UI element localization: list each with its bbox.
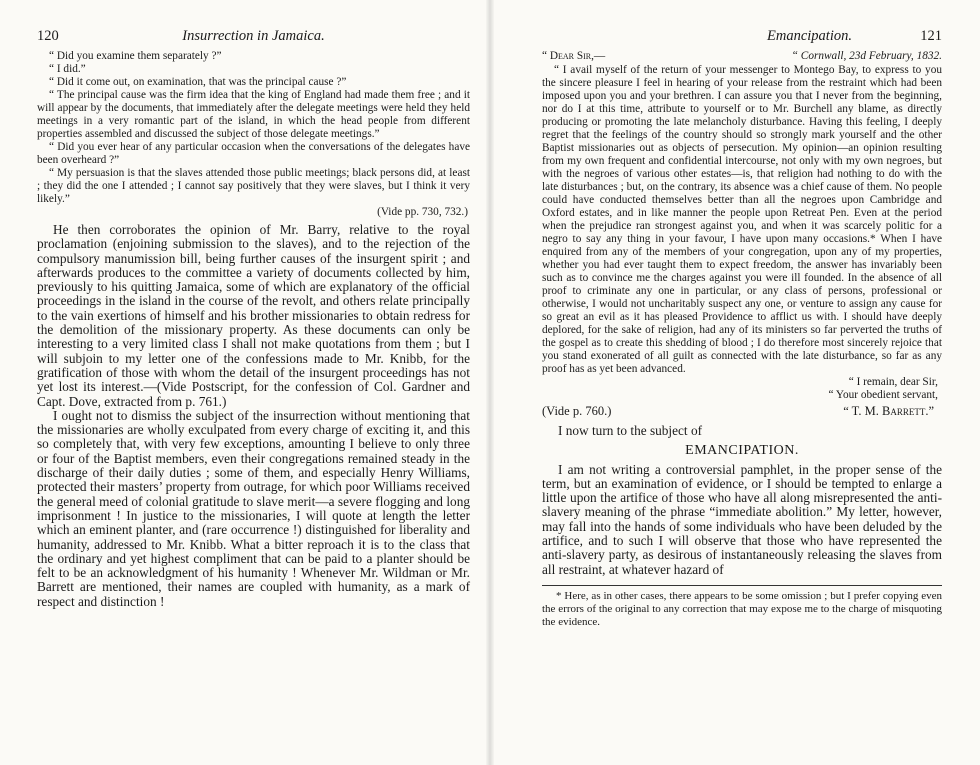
left-page-number: 120 (37, 28, 59, 44)
letter-body: “ I avail myself of the return of your messenger to Montego Bay, to express to you the sincere pleasure I feel in hearing of your release from the restraint which had been imposed upon you and your brethren. I can assure you that I never from the beginning, nor do I at this time, attribute to yourself or to Mr. Burchell any blame, as directly producing or promoting the late melancholy disturbance. Having this feeling, I deeply regret that the feelings of the country should so strongly mark yourself and the other Baptist missionaries out as objects of persecution. My opinion—an opinion resulting from my own frequent and confidential intercourse, not only with my own negroes, but with the negroes of various other estates—is, that religion had nothing to do with the late disturbances ; but, on the contrary, its absence was a chief cause of them. No people could have conducted themselves better than all the negroes upon Cambridge and Oxford estates, and in like manner the people upon Retreat Pen. Even at the period when the prejudice ran strongest against you, and when it was scarcely politic for a negro to say any thing in your favour, I have upon many occasions.* When I have enquired from any of the members of your congregation, upon any of my properties, whether you had ever taught them to expect freedom, the answer has invariably been such as to convince me the charges against you were ill founded. In the absence of all proof to criminate any one in particular, or any class of persons, professional or otherwise, I would not uncharitably suspect any one, or venture to assign any cause for so great an evil as it has pleased Providence to afflict us with. I should have deeply deplored, for the sake of religion, had any of its ministers so far perverted the truths of the gospel as to create this shedding of blood ; I do therefore most sincerely rejoice that you stand exonerated of all guilt as connected with the late disturbance, so far as any proof has as yet been advanced. (542, 64, 942, 375)
right-page-number: 121 (920, 28, 942, 44)
letter-salutation: “ Dear Sir,— (542, 50, 606, 62)
left-running-head (37, 28, 470, 50)
footnote-rule (542, 585, 942, 586)
right-body (542, 424, 942, 577)
letter-signoff (542, 404, 942, 420)
section-heading: EMANCIPATION. (685, 443, 799, 459)
testimony-block (37, 50, 470, 219)
testimony-line: “ Did it come out, on examination, that was the principal cause ?” (49, 76, 347, 88)
right-page (490, 0, 980, 765)
letter-dateline: “ Cornwall, 23d February, 1832. (791, 50, 942, 62)
letter-closing: “ Your obedient servant, (828, 389, 938, 401)
letter-signature: “ T. M. Barrett.” (843, 404, 934, 418)
footnote: * Here, as in other cases, there appears to be some omission ; but I prefer copying even the errors of the original to any correction that may expose me to the charge of misquoting the evidence. (542, 589, 942, 628)
transition-line: I now turn to the subject of (558, 423, 703, 438)
right-running-head (542, 28, 942, 50)
left-running-title: Insurrection in Jamaica. (182, 28, 325, 44)
barrett-letter (542, 50, 942, 402)
testimony-line: “ Did you examine them separately ?” (49, 50, 222, 62)
letter-header (542, 50, 942, 64)
testimony-reference: (Vide pp. 730, 732.) (377, 206, 468, 218)
testimony-line: “ I did.” (49, 63, 86, 75)
letter-reference: (Vide p. 760.) (542, 404, 612, 418)
testimony-line: “ My persuasion is that the slaves attended those public meetings; black persons did, at least ; they did the one I attended ; I cannot say positively that they were slaves, but I think it very likely.” (37, 167, 470, 205)
right-running-title: Emancipation. (767, 28, 852, 44)
paragraph-barry: He then corroborates the opinion of Mr. Barry, relative to the royal proclamation (enjoining submission to the slaves), and to the rejection of the compulsory manumission bill, being further causes of the insurgent spirit ; and afterwards produces to the committee a variety of documents collected by him, previously to his quitting Jamaica, some of which are explanatory of the official proceedings in the island in the course of the revolt, and others relate principally to the vain exertions of himself and his brother missionaries to obtain redress for the demolition of the missionary property. As these documents can only be interesting to a very limited class I shall not make quotations from them ; but I will subjoin to my letter one of the confessions made to Mr. Knibb, for the gratification of those with whom the detail of the insurgent proceedings has not yet lost its interest.—(Vide Postscript, for the confession of Col. Gardner and Capt. Dove, extracted from p. 761.) (37, 222, 470, 409)
left-body (37, 223, 470, 609)
paragraph-missionaries: I ought not to dismiss the subject of the insurrection without mentioning that the missionaries are wholly exculpated from every charge of exciting it, and this so completely that, with very few exceptions, amounting I believe to only three or four of the Baptist members, even their congregations remained steady in the discharge of their daily duties ; some of them, and especially Henry Williams, protected their masters’ property from outrage, for which poor Williams received the general meed of colonial gratitude to slave merit—a severe flogging and long imprisonment ! In justice to the missionaries, I will quote at length the letter which an eminent planter, and (rare occurrence !) distinguished for liberality and humanity, addressed to Mr. Knibb. What a bitter reproach it is to the class that the ordinary and yet highest compliment that can be paid to a planter should be felt to be an acknowledgment of his humanity ! Whenever Mr. Wildman or Mr. Barrett are mentioned, their names are coupled with humanity, as a mark of respect and distinction ! (37, 407, 470, 609)
letter-closing: “ I remain, dear Sir, (848, 376, 938, 388)
paragraph-emancipation: I am not writing a controversial pamphlet, in the proper sense of the term, but an examination of evidence, or I should be tempted to enlarge a little upon the artifice of those who have all along misrepresented the anti-slavery meaning of the phrase “immediate abolition.” My letter, however, may fall into the hands of some individuals who have been deluded by the artifice, and to such I will observe that those who have represented the anti-slavery party, as desirous of instantaneously releasing the slaves from all restraint, at whatever hazard of (542, 461, 942, 577)
testimony-line: “ The principal cause was the firm idea that the king of England had made them free ; and it will appear by the documents, that immediately after the delegate meetings were held they held meetings in a very romantic part of the island, in which the head people from different properties assembled and discussed the subject of those delegate meetings.” (37, 89, 470, 140)
testimony-line: “ Did you ever hear of any particular occasion when the conversations of the delegates have been overheard ?” (37, 141, 470, 166)
